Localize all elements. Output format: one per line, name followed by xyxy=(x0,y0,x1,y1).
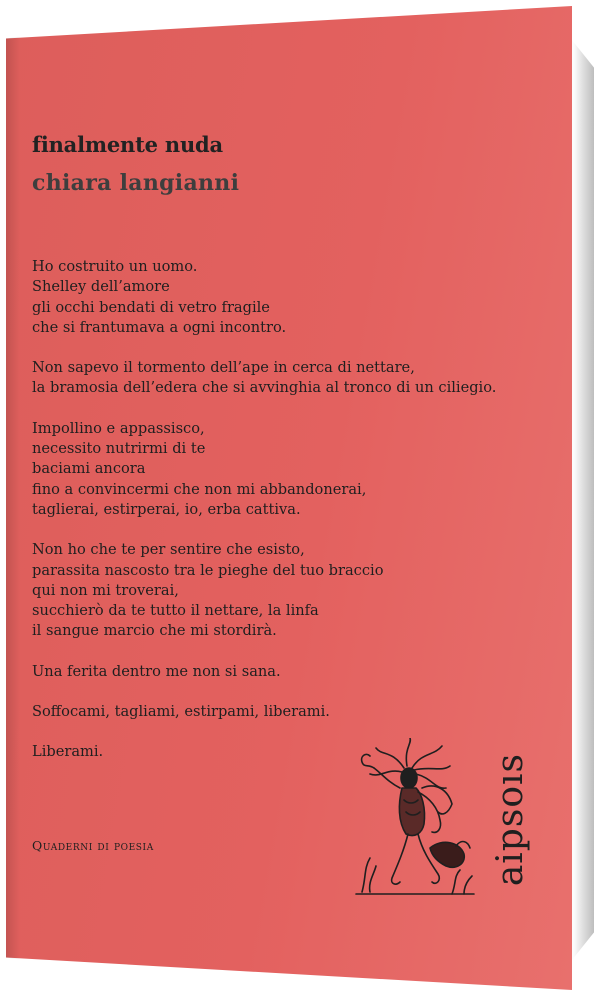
poem-line: baciami ancora xyxy=(32,460,146,478)
poem-line: necessito nutrirmi di te xyxy=(32,440,206,458)
poem-line: succhierò da te tutto il nettare, la linfa xyxy=(32,602,319,620)
poem-line: Ho costruito un uomo. xyxy=(32,258,198,275)
poem-line: qui non mi troverai, xyxy=(32,581,179,599)
publisher-logo-text: aipsoıs xyxy=(490,753,531,887)
poem-line: la bramosia dell’edera che si avvinghia al tronco di un ciliegio. xyxy=(32,379,497,397)
poem-stanza xyxy=(32,257,532,338)
poem-line: il sangue marcio che mi stordirà. xyxy=(32,622,277,640)
poem-stanza xyxy=(32,540,532,641)
poem-stanza xyxy=(32,358,532,399)
woodcut-figure-illustration-icon xyxy=(352,738,477,898)
poem-line: Una ferita dentro me non si sana. xyxy=(32,662,281,680)
poem-line: taglierai, estirperai, io, erba cattiva. xyxy=(32,500,301,518)
poem-line: gli occhi bendati di vetro fragile xyxy=(32,298,270,316)
poem-line: Shelley dell’amore xyxy=(32,278,170,296)
poem-stanza xyxy=(32,419,532,520)
poem-line: Impollino e appassisco, xyxy=(32,419,205,437)
poem-text xyxy=(32,257,532,783)
book-author: chiara langianni xyxy=(32,170,240,196)
poem-line: Non ho che te per sentire che esisto, xyxy=(32,541,305,559)
poem-line: Non sapevo il tormento dell’ape in cerca di nettare, xyxy=(32,359,415,377)
book-title: finalmente nuda xyxy=(32,132,223,157)
publisher-logo xyxy=(484,745,538,895)
poem-line: fino a convincermi che non mi abbandonerai, xyxy=(32,480,367,498)
poem-line: che si frantumava a ogni incontro. xyxy=(32,318,287,336)
poem-line: Soffocami, tagliami, estirpami, liberami. xyxy=(32,703,330,721)
poem-line: Liberami. xyxy=(32,743,104,761)
poem-stanza xyxy=(32,702,532,722)
poem-stanza xyxy=(32,662,532,682)
cover-spine-shadow xyxy=(6,6,20,990)
series-name: Quaderni di poesia xyxy=(32,838,154,853)
poem-line: parassita nascosto tra le pieghe del tuo braccio xyxy=(32,561,384,579)
